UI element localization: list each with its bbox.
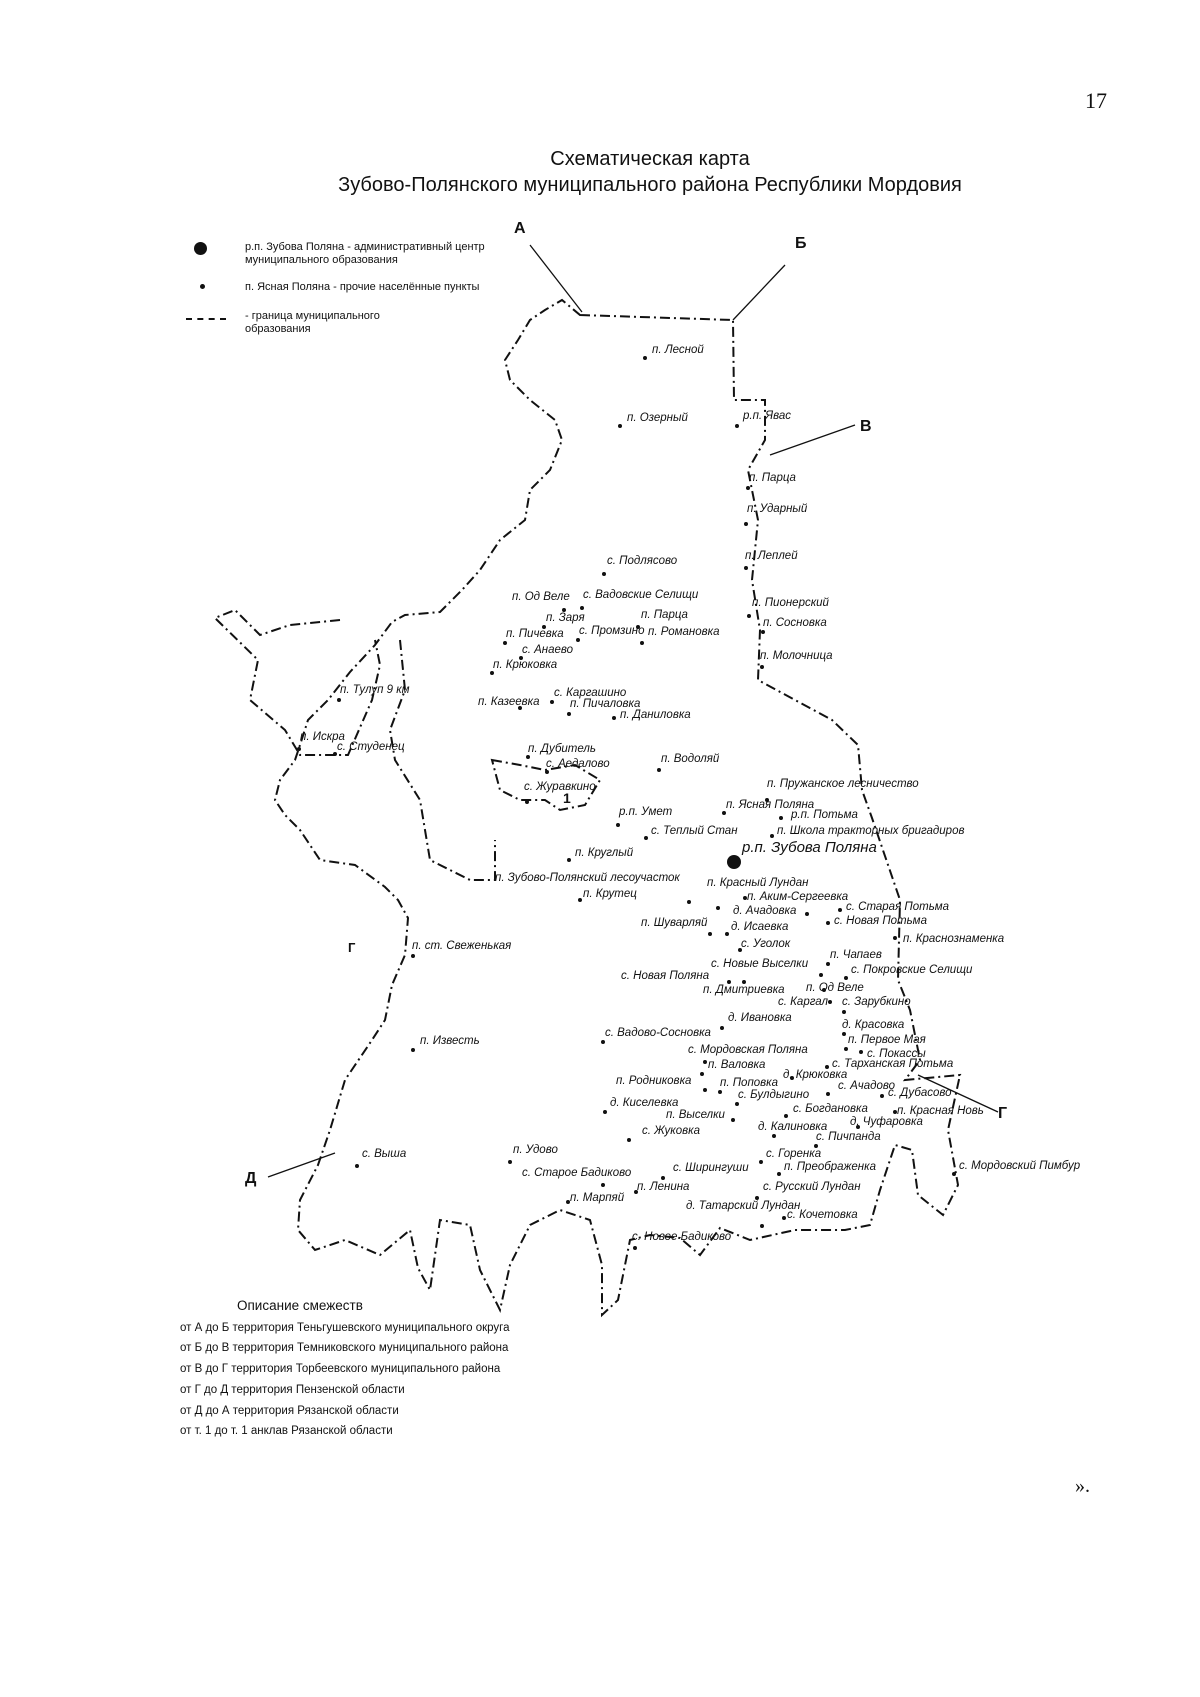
place-label: п. Молочница — [760, 650, 833, 662]
place-label: п. Водоляй — [661, 753, 720, 765]
place-label: с. Журавкино — [524, 781, 596, 793]
place-label: д. Красовка — [842, 1019, 905, 1031]
legend-border-label: - граница муниципального образования — [245, 310, 380, 335]
place-label: с. Каргал — [778, 996, 829, 1008]
boundary-marker-v — [770, 425, 855, 455]
place-label: п. Парца — [749, 472, 796, 484]
place-label: р.п. Потьма — [791, 809, 858, 821]
point-a-label: А — [514, 220, 526, 237]
place-dot — [760, 1224, 764, 1228]
place-label: п. Од Веле — [806, 982, 864, 994]
adjacency-line: от А до Б территория Теньгушевского муниципального округа — [180, 1322, 510, 1334]
place-dot — [844, 976, 848, 980]
place-label: с. Старая Потьма — [846, 901, 950, 913]
place-label: п. Преображенка — [784, 1161, 876, 1173]
place-dot — [567, 712, 571, 716]
place-label: с. Подлясово — [607, 555, 678, 567]
place-dot — [859, 1050, 863, 1054]
place-label: с. Жуковка — [642, 1125, 700, 1137]
place-label: п. Ударный — [747, 503, 808, 515]
place-dot — [718, 1090, 722, 1094]
place-label: п. Дмитриевка — [703, 984, 785, 996]
place-label: с. Новая Поляна — [621, 970, 710, 982]
place-label: с. Выша — [362, 1148, 407, 1160]
place-label: п. Тулуп 9 км — [340, 684, 410, 696]
place-label: п. Леплей — [745, 550, 798, 562]
place-label: п. Поповка — [720, 1077, 778, 1089]
place-dot — [952, 1172, 956, 1176]
place-dot — [703, 1060, 707, 1064]
place-label: с. Кочетовка — [787, 1209, 858, 1221]
place-dot — [616, 823, 620, 827]
adjacency-line: от т. 1 до т. 1 анклав Рязанской области — [180, 1425, 393, 1437]
place-dot — [735, 424, 739, 428]
border-inner-west — [390, 640, 495, 880]
place-label: п. Озерный — [627, 412, 688, 424]
place-label: д. Чуфаровка — [850, 1116, 923, 1128]
place-dot — [828, 1000, 832, 1004]
place-label: д. Калиновка — [758, 1121, 828, 1133]
point-b-label: Б — [795, 235, 807, 252]
place-label: п. Зубово-Полянский лесоучасток — [495, 872, 680, 884]
place-label: д. Ивановка — [728, 1012, 792, 1024]
place-label: п. Первое Мая — [848, 1034, 926, 1046]
place-label: п. Валовка — [708, 1059, 766, 1071]
place-label: р.п. Умет — [619, 806, 673, 818]
admin-center-label: р.п. Зубова Поляна — [742, 839, 877, 856]
place-label: с. Новое Бадиково — [632, 1231, 732, 1243]
place-dot — [627, 1138, 631, 1142]
place-label: п. Пичаловка — [570, 698, 641, 710]
place-label: с. Каргашино — [554, 687, 627, 699]
place-label: п. Дубитель — [528, 743, 596, 755]
place-dot — [411, 1048, 415, 1052]
place-label: п. Романовка — [648, 626, 720, 638]
place-dot — [612, 716, 616, 720]
place-dot — [657, 768, 661, 772]
place-dot — [550, 700, 554, 704]
place-dot — [760, 665, 764, 669]
place-dot — [805, 912, 809, 916]
place-label: с. Студенец — [337, 741, 405, 753]
place-dot — [722, 811, 726, 815]
place-dot — [567, 858, 571, 862]
place-dot — [893, 936, 897, 940]
place-label: с. Аедалово — [546, 758, 610, 770]
place-dot — [720, 1026, 724, 1030]
place-label: с. Дубасово — [888, 1087, 952, 1099]
place-label: с. Горенка — [766, 1148, 822, 1160]
place-label: с. Промзино — [579, 625, 645, 637]
place-dot — [782, 1216, 786, 1220]
place-dot — [297, 747, 301, 751]
place-dot — [744, 522, 748, 526]
place-dot — [355, 1164, 359, 1168]
place-label: п. Сосновка — [763, 617, 827, 629]
place-dot — [819, 973, 823, 977]
place-label: п. Шуварляй — [641, 917, 708, 929]
border-western-lobe — [215, 610, 380, 755]
place-label: с. Зарубкино — [842, 996, 911, 1008]
place-dot — [826, 1092, 830, 1096]
place-dot — [603, 1110, 607, 1114]
place-label: с. Пичпанда — [816, 1131, 881, 1143]
place-dot — [777, 1172, 781, 1176]
place-dot — [880, 1094, 884, 1098]
place-label: с. Богдановка — [793, 1103, 868, 1115]
place-label: п. Аким-Сергеевка — [747, 891, 849, 903]
point-d-label: Д — [245, 1170, 257, 1187]
place-label: с. Тарханская Потьма — [832, 1058, 954, 1070]
place-label: п. Выселки — [666, 1109, 725, 1121]
place-label: п. Казеевка — [478, 696, 540, 708]
place-label: с. Мордовский Пимбур — [959, 1160, 1081, 1172]
place-dot — [578, 898, 582, 902]
place-dot — [602, 572, 606, 576]
place-dot — [601, 1183, 605, 1187]
place-label: п. Даниловка — [620, 709, 691, 721]
place-label: п. Красный Лундан — [707, 877, 809, 889]
place-dot — [779, 816, 783, 820]
place-dot — [716, 906, 720, 910]
point-1-label: 1 — [563, 790, 571, 806]
place-label: с. Ширингуши — [673, 1162, 749, 1174]
place-label: с. Покровские Селищи — [851, 964, 973, 976]
place-label: п. ст. Свеженькая — [412, 940, 512, 952]
place-label: п. Искра — [300, 731, 345, 743]
admin-center-marker — [727, 855, 741, 869]
place-dot — [618, 424, 622, 428]
place-label: п. Парца — [641, 609, 688, 621]
place-label: с. Старое Бадиково — [522, 1167, 632, 1179]
place-dot — [490, 671, 494, 675]
place-label: п. Известь — [420, 1035, 480, 1047]
place-label: с. Вадово-Сосновка — [605, 1027, 711, 1039]
place-dot — [526, 755, 530, 759]
place-dot — [601, 1040, 605, 1044]
legend-admin-center-label: р.п. Зубова Поляна - административный центр муниципального образования — [245, 241, 485, 266]
place-label: с. Новые Выселки — [711, 958, 809, 970]
adjacency-line: от В до Г территория Торбеевского муниципального района — [180, 1363, 501, 1375]
map-title-line-2: Зубово-Полянского муниципального района Республики Мордовия — [338, 174, 962, 196]
place-dot — [633, 1246, 637, 1250]
point-g-label: Г — [998, 1105, 1008, 1122]
place-label: п. Заря — [546, 612, 585, 624]
place-dot — [661, 1176, 665, 1180]
place-label: п. Родниковка — [616, 1075, 692, 1087]
place-dot — [508, 1160, 512, 1164]
place-label: д. Киселевка — [610, 1097, 679, 1109]
place-dot — [772, 1134, 776, 1138]
place-dot — [545, 770, 549, 774]
place-label: п. Од Веле — [512, 591, 570, 603]
place-label: с. Вадовские Селищи — [583, 589, 699, 601]
place-dot — [700, 1072, 704, 1076]
point-v-label: В — [860, 418, 872, 435]
place-dot — [735, 1102, 739, 1106]
place-dot — [503, 641, 507, 645]
place-dot — [826, 921, 830, 925]
place-label: п. Краснознаменка — [903, 933, 1005, 945]
closing-quote: ». — [1075, 1475, 1090, 1497]
place-label: п. Марпяй — [570, 1192, 625, 1204]
place-dot — [838, 908, 842, 912]
page-number: 17 — [1085, 88, 1107, 113]
place-label: п. Чапаев — [830, 949, 882, 961]
place-label: п. Удово — [513, 1144, 558, 1156]
place-dot — [746, 486, 750, 490]
place-label: с. Ачадово — [838, 1080, 896, 1092]
place-dot — [770, 834, 774, 838]
place-dot — [525, 800, 529, 804]
place-dot — [731, 1118, 735, 1122]
place-dot — [580, 606, 584, 610]
place-label: п. Пионерский — [752, 597, 829, 609]
adjacency-line: от Д до А территория Рязанской области — [180, 1405, 399, 1417]
place-label: п. Крюковка — [493, 659, 558, 671]
place-label: р.п. Явас — [743, 410, 792, 422]
adjacency-line: от Г до Д территория Пензенской области — [180, 1384, 405, 1396]
place-dot — [703, 1088, 707, 1092]
place-label: п. Пружанское лесничество — [767, 778, 919, 790]
place-dot — [744, 566, 748, 570]
place-dot — [759, 1160, 763, 1164]
place-label: с. Теплый Стан — [651, 825, 738, 837]
place-label: п. Школа трактоpных бригадиров — [777, 825, 965, 837]
place-dot — [337, 698, 341, 702]
place-label: д. Ачадовка — [733, 905, 797, 917]
place-dot — [411, 954, 415, 958]
place-dot — [725, 932, 729, 936]
place-label: п. Красная Новь — [897, 1105, 984, 1117]
adjacency-line: от Б до В территория Темниковского муниципального района — [180, 1342, 509, 1354]
place-dot — [761, 630, 765, 634]
place-dot — [842, 1032, 846, 1036]
place-dot — [842, 1010, 846, 1014]
place-label: п. Ленина — [637, 1181, 690, 1193]
place-label: п. Ясная Поляна — [726, 799, 815, 811]
place-dot — [784, 1114, 788, 1118]
boundary-marker-a — [530, 245, 582, 312]
place-label: с. Мордовская Поляна — [688, 1044, 808, 1056]
place-label: п. Круглый — [575, 847, 634, 859]
place-label: п. Пичевка — [506, 628, 564, 640]
place-label: с. Русский Лундан — [763, 1181, 861, 1193]
place-label: д. Исаевка — [731, 921, 789, 933]
map-title-line-1: Схематическая карта — [550, 148, 750, 170]
place-dot — [687, 900, 691, 904]
point-g-inner-label: Г — [348, 940, 356, 955]
place-dot — [826, 962, 830, 966]
boundary-marker-b — [733, 265, 785, 320]
place-label: п. Крутец — [583, 888, 637, 900]
place-dot — [844, 1047, 848, 1051]
place-dot — [576, 638, 580, 642]
place-label: д. Крюковка — [783, 1069, 848, 1081]
place-label: с. Уголок — [741, 938, 791, 950]
legend-place-label: п. Ясная Поляна - прочие населённые пункты — [245, 281, 480, 293]
place-dot — [640, 641, 644, 645]
place-dot — [747, 614, 751, 618]
place-dot — [644, 836, 648, 840]
place-dot — [708, 932, 712, 936]
place-label: с. Анаево — [522, 644, 574, 656]
place-label: п. Лесной — [652, 344, 704, 356]
place-label: с. Новая Потьма — [834, 915, 927, 927]
boundary-marker-d — [268, 1153, 335, 1177]
place-label: д. Татарский Лундан — [686, 1200, 801, 1212]
place-label: с. Булдыгино — [738, 1089, 810, 1101]
adjacency-title: Описание смежеств — [237, 1298, 363, 1313]
place-label: с. Покассы — [867, 1048, 926, 1060]
place-dot — [643, 356, 647, 360]
